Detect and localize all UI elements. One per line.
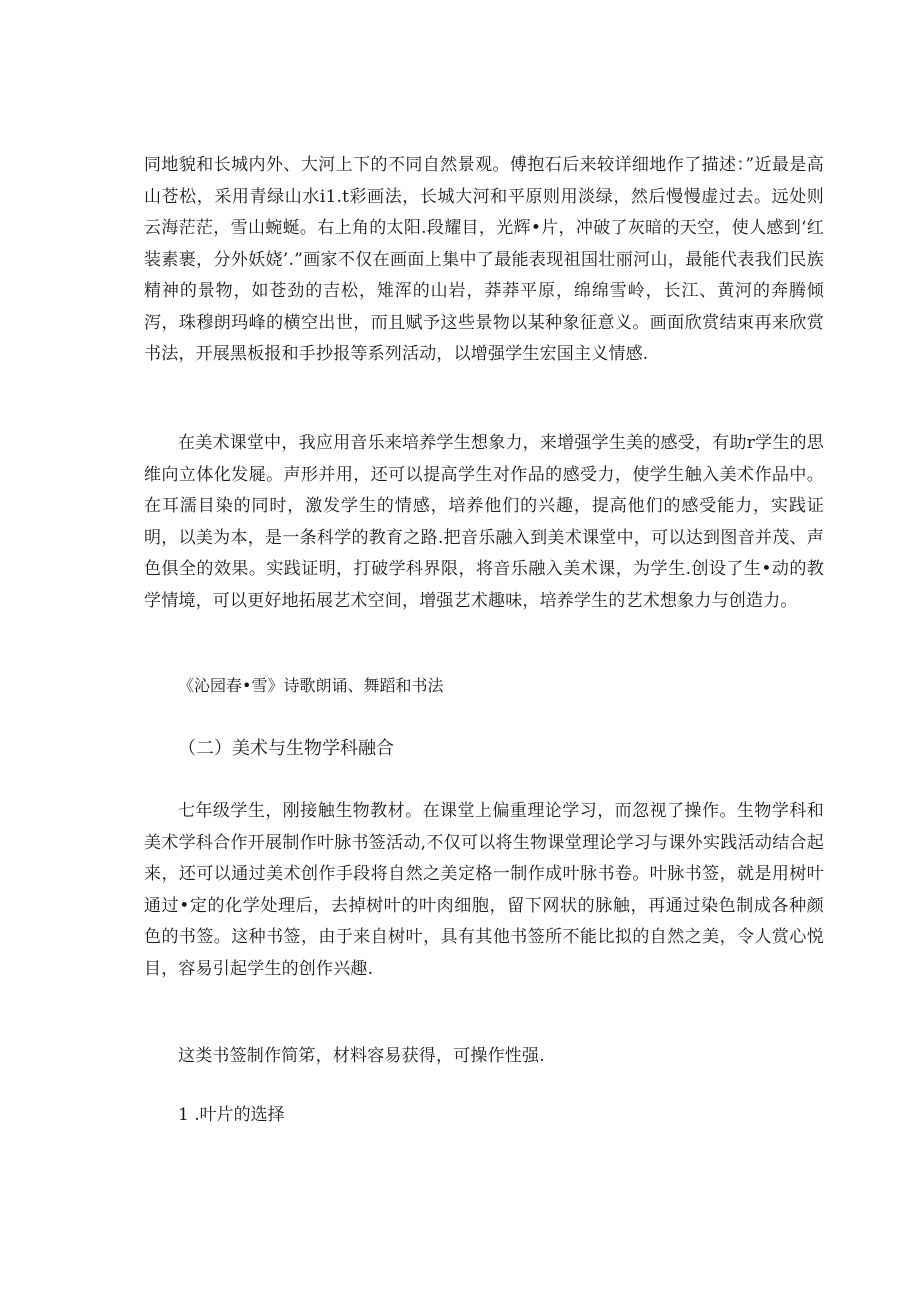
numbered-list-item: 1 .叶片的选择	[178, 1105, 285, 1125]
body-paragraph: 在美术课堂中，我应用音乐来培养学生想象力，来增强学生美的感受，有助r学生的思维向立体化发屣。声形并用，还可以提高学生对作品的感受力，使学生触入美术作品中。在耳濡目染的同时，激发学生的情感，培养他们的兴趣，提高他们的感受能力，实践证明，以美为本，是一条科学的教育之路.把音乐融入到美术课堂中，可以达到图音并茂、声色俱全的效果。实践证明，打破学科界限，将音乐融入美术课，为学生.创设了生•动的教学情境，可以更好地拓展艺术空间，增强艺术趣味，培养学生的艺术想象力与创造力。	[144, 433, 824, 611]
body-paragraph: 同地貌和长城内外、大河上下的不同自然景观。傅抱石后来较详细地作了描述：”近最是高山苍松，采用青绿山水i1.t彩画法，长城大河和平原则用淡绿，然后慢慢虚过去。远处则云海茫茫，雪山蜿蜒。右上角的太阳.段耀目，光辉•片，冲破了灰暗的天空，使人感到‘红装素裹，分外妖娆’.”画家不仅在画面上集中了最能表现祖国壮丽河山，最能代表我们民族精神的景物，如苍劲的吉松，雉浑的山岩，莽莽平原，绵绵雪岭，长江、黄河的奔腾倾泻，珠穆朗玛峰的横空出世，而且赋予这些景物以某种象征意义。画面欣赏结束再来欣赏书法，开展黑板报和手抄报等系列活动，以增强学生宏国主义情感.	[144, 155, 824, 364]
body-paragraph: 这类书签制作简笫，材料容易获得，可操作性强.	[178, 1046, 545, 1066]
body-paragraph: 七年级学生，刚接触生物教材。在课堂上偏重理论学习，而忽视了操作。生物学科和美术学科合作开展制作叶脉书签活动,不仅可以将生物课堂理论学习与课外实践活动结合起来，还可以通过美术创作手段将自然之美定格一制作成叶脉书卷。叶脉书签，就是用树叶通过•定的化学处理后，去掉树叶的叶肉细胞，留下网状的脉触，再通过染色制成各种颜色的书签。这种书签，由于来自树叶，具有其他书签所不能比拟的自然之美，令人赏心悦目，容易引起学生的创作兴趣.	[144, 801, 824, 979]
section-heading: （二）美术与生物学科融合	[178, 738, 394, 759]
caption-text: 《沁园春•雪》诗歌朗诵、舞蹈和书法	[178, 676, 444, 695]
